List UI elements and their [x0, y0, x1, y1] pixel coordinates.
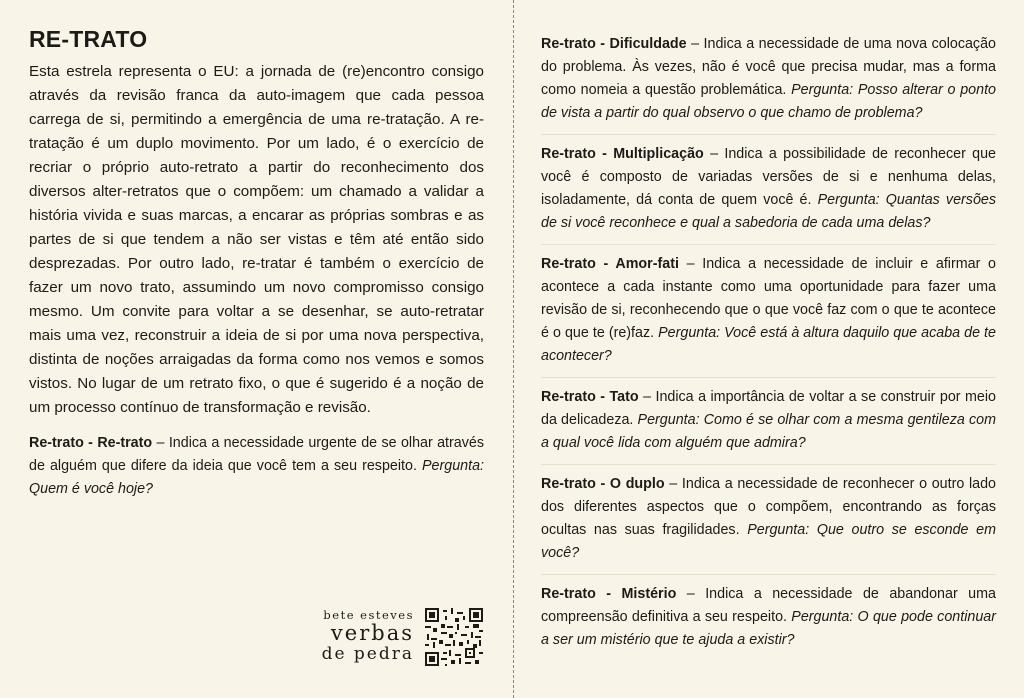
entry-name: Re-trato - O duplo [541, 476, 665, 492]
entry-re-trato [29, 432, 484, 501]
entry-amor-fati [541, 253, 996, 378]
entry-text: Indica a necessidade de incluir e afirmar o acontece a cada instante como uma oportunidade para fazer uma revisão de si, reconhecendo que o que você faz com o que te acontece é o que te (re)faz. [541, 256, 996, 341]
entry-name: Re-trato - Mistério [541, 586, 677, 602]
entry-question: Pergunta: Como é se olhar com a mesma gentileza com a qual você lida com alguém que admira? [541, 412, 996, 451]
entry-misterio [541, 583, 996, 661]
entry-text: Indica a importância de voltar a se construir por meio da delicadeza. [541, 389, 996, 428]
entry-question: Pergunta: O que pode continuar a ser um mistério que te ajuda a existir? [541, 609, 996, 648]
entry-name: Re-trato - Dificuldade [541, 36, 687, 52]
entry-question: Pergunta: Que outro se esconde em você? [541, 522, 997, 561]
entry-dificuldade [541, 33, 996, 135]
entry-text: Indica a possibilidade de reconhecer que você é composto de variadas versões de si e nenhuma delas, isoladamente, dá conta de quem você é. [541, 146, 997, 208]
page-title: RE-TRATO [29, 26, 148, 52]
entry-question: Pergunta: Quantas versões de si você reconhece e qual a sabedoria de cada uma delas? [541, 192, 996, 231]
right-column [541, 33, 996, 669]
entry-text: Indica a necessidade de uma nova colocação do problema. Às vezes, não é você que precisa mudar, mas a forma como nomeia a questão problemática. [541, 36, 996, 98]
entry-question: Pergunta: Posso alterar o ponto de vista a partir do qual observo o que chamo de problema? [541, 82, 996, 121]
intro-paragraph: Esta estrela representa o EU: a jornada de (re)encontro consigo através da revisão franca da auto-imagem que cada pessoa carrega de si, permitindo a emergência de uma re-tratação. A re-tratação é um duplo movimento. Por um lado, é o exercício de recriar o próprio auto-retrato a partir do reconhecimento dos diversos alter-retratos que o compõem: um chamado a validar a história vivida e suas marcas, a encarar as próprias sombras e as partes de si que tendem a não ser vistas e têm até então sido desprezadas. Por outro lado, re-tratar é também o exercício de fazer um novo trato, assumindo um novo compromisso consigo mesmo. Um convite para voltar a se desenhar, se auto-retratar mais uma vez, reconstruir a ideia de si por uma nova perspectiva, distinta de noções arraigadas da forma como nos vemos e somos vistos. No lugar de um retrato fixo, o que é sugerido é a noção de um processo contínuo de transformação e revisão. [29, 63, 484, 416]
entry-o-duplo [541, 473, 996, 575]
entry-separator: – [678, 256, 703, 272]
left-column [29, 26, 484, 501]
entry-separator: – [638, 389, 656, 405]
brand-author: bete esteves [323, 608, 414, 622]
entry-text: Indica a necessidade de abandonar uma compreensão definitiva a seu respeito. [541, 586, 996, 625]
qr-code-icon[interactable] [425, 608, 483, 666]
entry-name: Re-trato - Amor-fati [541, 256, 679, 272]
entry-separator: – [664, 476, 682, 492]
entry-separator: – [676, 586, 706, 602]
brand-name-line2: de pedra [321, 644, 414, 664]
entry-text: Indica a necessidade de reconhecer o outro lado dos diferentes aspectos que o compõem, encontrando as forças ocultas nas suas fragilidades. [541, 476, 996, 538]
entry-name: Re-trato - Multiplicação [541, 146, 704, 162]
entry-multiplicacao [541, 143, 996, 245]
entry-name: Re-trato - Tato [541, 389, 639, 405]
brand-logo [318, 608, 414, 664]
entry-name: Re-trato - Re-trato [29, 435, 153, 451]
entry-separator: – [686, 36, 704, 52]
entry-question: Pergunta: Você está à altura daquilo que acaba de te acontecer? [541, 325, 996, 364]
brand-name-line1: verbas [330, 621, 414, 645]
column-divider [513, 0, 514, 698]
entry-text: Indica a necessidade urgente de se olhar através de alguém que difere da ideia que você tem a seu respeito. [29, 435, 484, 474]
entry-tato [541, 386, 996, 465]
entry-question: Pergunta: Quem é você hoje? [29, 458, 484, 497]
entry-separator: – [703, 146, 725, 162]
entry-separator: – [152, 435, 169, 451]
